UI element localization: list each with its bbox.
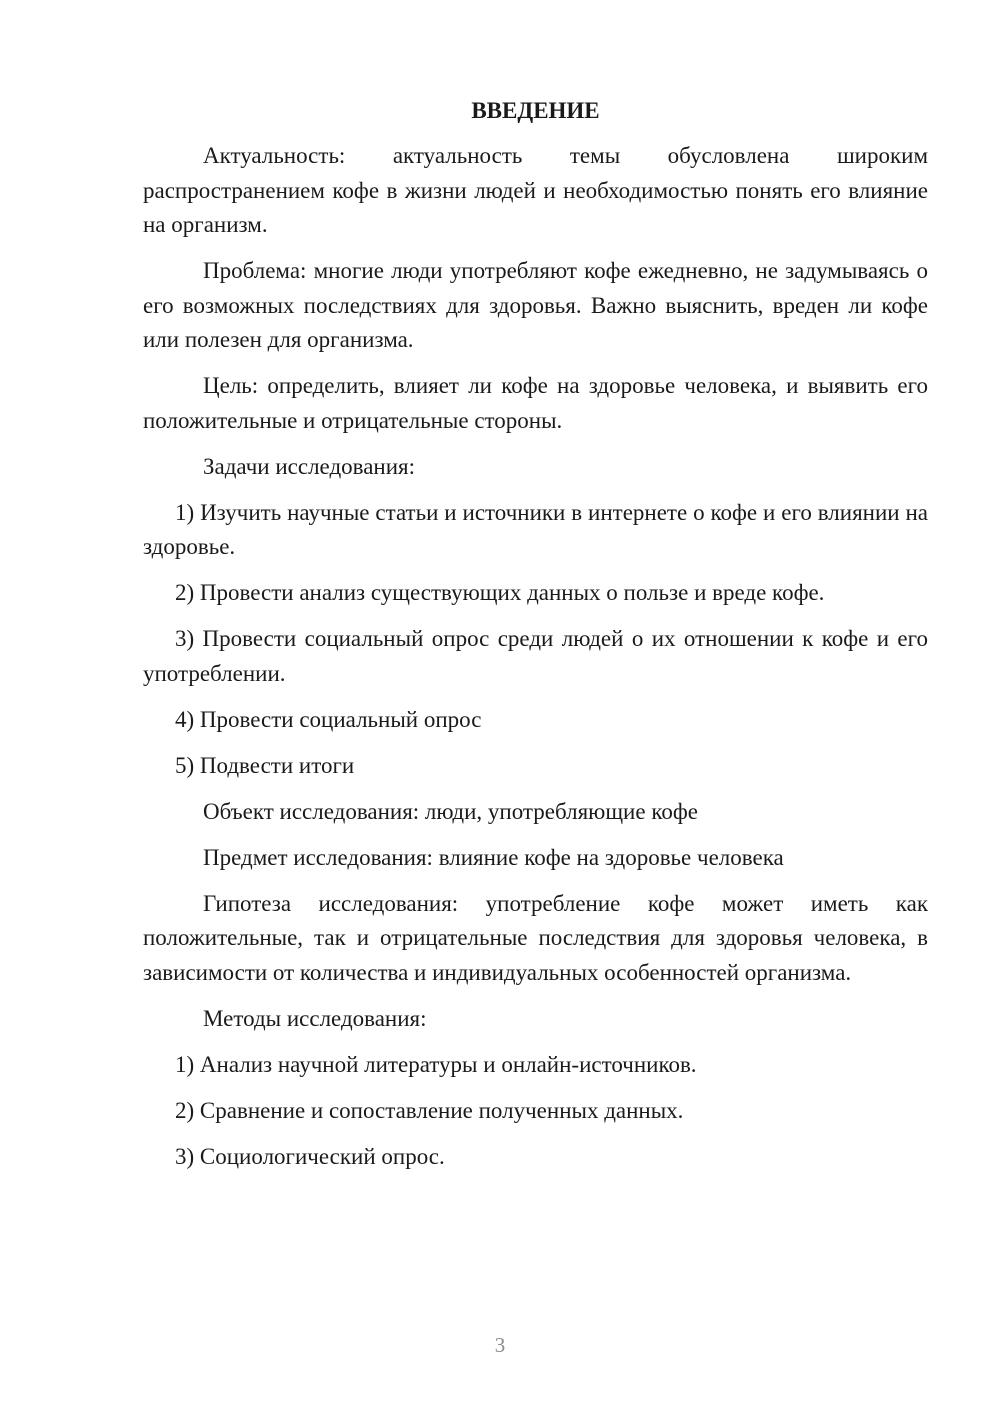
relevance-paragraph: Актуальность: актуальность темы обусловлена широким распространением кофе в жизни людей и необходимостью понять его влияние на организм. bbox=[143, 143, 928, 237]
task-item-3: 3) Провести социальный опрос среди людей о их отношении к кофе и его употреблении. bbox=[143, 626, 928, 686]
hypothesis-paragraph: Гипотеза исследования: употребление кофе может иметь как положительные, так и отрицательные последствия для здоровья человека, в зависимости от количества и индивидуальных особенностей организма. bbox=[143, 890, 928, 985]
subject-paragraph: Предмет исследования: влияние кофе на здоровье человека bbox=[203, 844, 784, 870]
goal-paragraph: Цель: определить, влияет ли кофе на здоровье человека, и выявить его положительные и отрицательные стороны. bbox=[143, 373, 928, 433]
page-title: ВВЕДЕНИЕ bbox=[471, 98, 600, 123]
task-item-4: 4) Провести социальный опрос bbox=[175, 706, 482, 732]
task-item-1: 1) Изучить научные статьи и источники в интернете о кофе и его влиянии на здоровье. bbox=[143, 499, 928, 559]
tasks-heading: Задачи исследования: bbox=[203, 453, 416, 479]
problem-paragraph: Проблема: многие люди употребляют кофе ежедневно, не задумываясь о его возможных последствиях для здоровья. Важно выяснить, вреден ли кофе или полезен для организма. bbox=[143, 258, 928, 352]
task-item-2: 2) Провести анализ существующих данных о пользе и вреде кофе. bbox=[175, 580, 825, 605]
method-item-1: 1) Анализ научной литературы и онлайн-источников. bbox=[175, 1051, 697, 1077]
methods-heading: Методы исследования: bbox=[203, 1005, 427, 1031]
method-item-2: 2) Сравнение и сопоставление полученных данных. bbox=[175, 1097, 684, 1123]
document-page bbox=[143, 96, 928, 1186]
page-number: 3 bbox=[494, 1333, 506, 1357]
object-paragraph: Объект исследования: люди, употребляющие кофе bbox=[203, 798, 698, 824]
method-item-3: 3) Социологический опрос. bbox=[175, 1143, 445, 1169]
task-item-5: 5) Подвести итоги bbox=[175, 752, 355, 778]
